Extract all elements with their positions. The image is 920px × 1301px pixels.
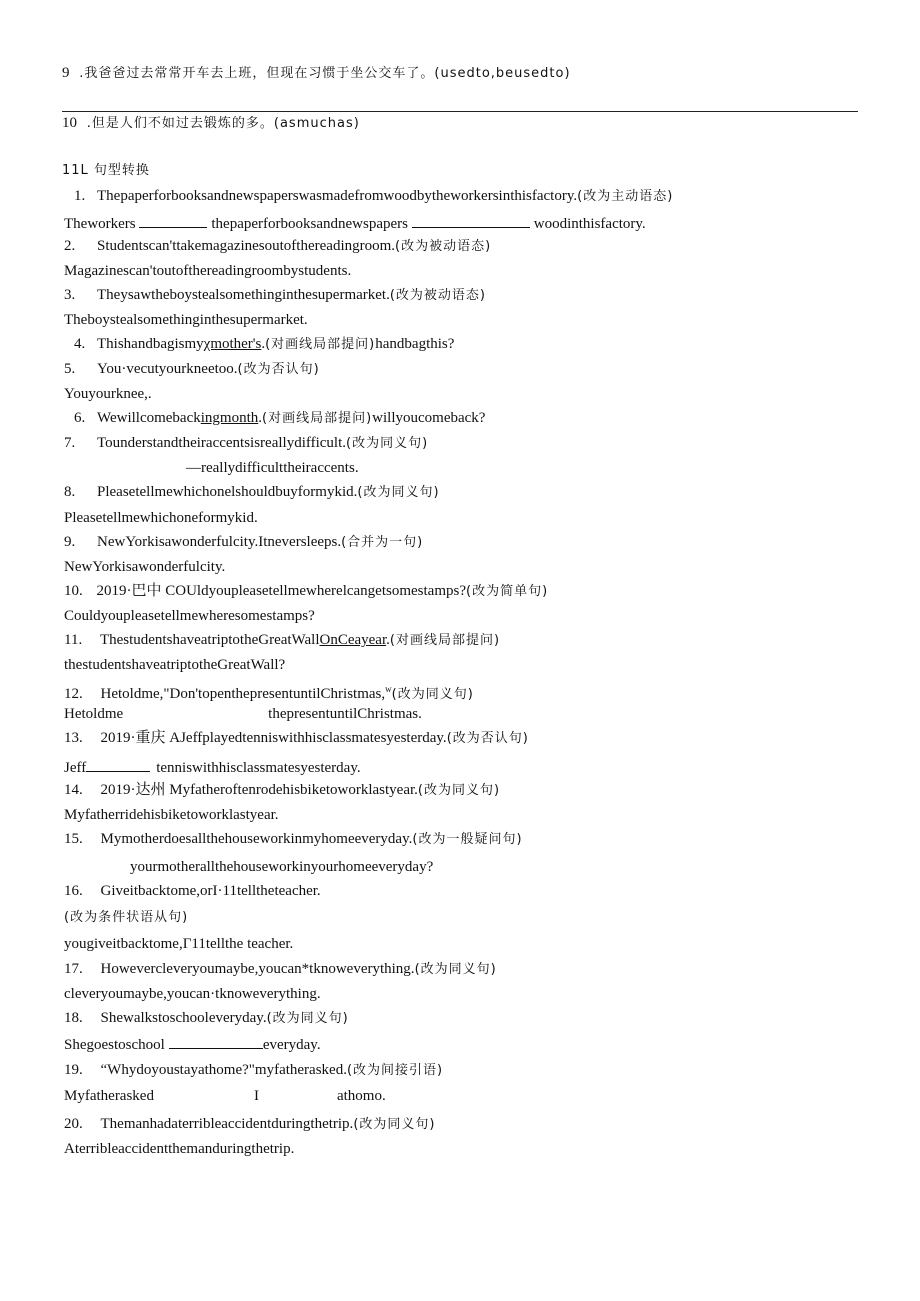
item-14-question bbox=[64, 780, 500, 801]
item-instruction: (改为一般疑问句) bbox=[412, 832, 523, 847]
section-title: 11L 句型转换 bbox=[62, 163, 150, 178]
answer-blank[interactable] bbox=[169, 1033, 263, 1049]
item-15-answer: yourmotherallthehouseworkinyourhomeeveryday? bbox=[130, 859, 434, 875]
item-instruction: (改为间接引语) bbox=[346, 1063, 444, 1078]
item-number: 20. bbox=[64, 1116, 83, 1132]
item-number: 8. bbox=[64, 484, 76, 500]
item-number: 5. bbox=[64, 361, 76, 377]
item-sentence: ThestudentshaveatriptotheGreatWall bbox=[99, 632, 320, 648]
item-8-answer: Pleasetellmewhichoneformykid. bbox=[64, 510, 258, 526]
item-sentence: Studentscan'ttakemagazinesoutofthereadingroom. bbox=[97, 238, 396, 254]
answer-part: tenniswithhisclassmatesyesterday. bbox=[156, 760, 361, 776]
item-instruction: (改为同义句) bbox=[266, 1011, 349, 1026]
item-2-question bbox=[64, 236, 491, 257]
item-number: 10. bbox=[64, 583, 83, 599]
item-instruction: (合并为一句) bbox=[341, 535, 424, 550]
item-sentence: Tounderstandtheiraccentsisreallydifficult. bbox=[97, 435, 347, 451]
item-8-question bbox=[64, 482, 440, 503]
question-number: 9 bbox=[62, 65, 70, 81]
item-sentence: Mymotherdoesallthehouseworkinmyhomeeveryday. bbox=[100, 831, 413, 847]
item-16-answer: yougiveitbacktome,Γ11tellthe teacher. bbox=[64, 936, 294, 952]
punctuation: . bbox=[258, 410, 263, 426]
question-number: 10 bbox=[62, 115, 77, 131]
item-instruction: (对画线局部提问) bbox=[265, 337, 376, 352]
item-number: 17. bbox=[64, 961, 83, 977]
answer-part: Hetoldme bbox=[64, 706, 124, 722]
item-sentence: Shewalkstoschooleveryday. bbox=[100, 1010, 267, 1026]
item-sentence: Thepaperforbooksandnewspaperswasmadefromwoodbytheworkersinthisfactory. bbox=[97, 188, 578, 204]
item-15-question bbox=[64, 829, 523, 850]
item-sentence: Thishandbagismy bbox=[97, 336, 204, 352]
item-17-question bbox=[64, 959, 497, 980]
item-9-answer: NewYorkisawonderfulcity. bbox=[64, 559, 226, 575]
item-4-question bbox=[74, 334, 454, 355]
item-number: 2. bbox=[64, 238, 76, 254]
item-14-answer: Myfatherridehisbiketoworklastyear. bbox=[64, 807, 279, 823]
item-number: 16. bbox=[64, 883, 83, 899]
item-7-answer: —reallydifficulttheiraccents. bbox=[186, 460, 359, 476]
item-instruction: (改为同义句) bbox=[346, 436, 429, 451]
item-number: 6. bbox=[74, 410, 86, 426]
item-1-answer bbox=[64, 212, 646, 234]
item-7-question bbox=[64, 433, 428, 454]
item-number: 19. bbox=[64, 1062, 83, 1078]
item-16-question bbox=[64, 881, 321, 901]
item-3-answer: Theboystealsomethinginthesupermarket. bbox=[64, 312, 308, 328]
question-10-cn bbox=[62, 113, 360, 134]
item-sentence: You·vecutyourkneetoo. bbox=[97, 361, 238, 377]
item-number: 11. bbox=[64, 632, 83, 648]
item-number: 15. bbox=[64, 831, 83, 847]
item-11-answer: thestudentshaveatriptotheGreatWall? bbox=[64, 657, 286, 673]
item-17-answer: cleveryoumaybe,youcan·tknoweverything. bbox=[64, 986, 321, 1002]
item-1-question bbox=[74, 186, 673, 207]
item-20-answer: Aterribleaccidentthemanduringthetrip. bbox=[64, 1141, 295, 1157]
item-sentence: Hetoldme,"Don'topenthepresentuntilChristmas, bbox=[100, 686, 386, 702]
item-sentence: Wewillcomeback bbox=[97, 410, 201, 426]
question-text: .但是人们不如过去锻炼的多。(asmuchas) bbox=[86, 116, 360, 131]
item-12-answer bbox=[64, 704, 422, 724]
answer-blank[interactable] bbox=[86, 756, 150, 772]
underlined-part: ingmonth bbox=[200, 410, 259, 426]
superscript-mark: w bbox=[385, 684, 392, 694]
item-sentence: “Whydoyoustayathome?"myfatherasked. bbox=[100, 1062, 347, 1078]
item-sentence: Themanhadaterribleaccidentduringthetrip. bbox=[100, 1116, 354, 1132]
item-16-instruction: (改为条件状语从句) bbox=[64, 910, 189, 925]
item-instruction: (改为否认句) bbox=[237, 362, 320, 377]
answer-part: Shegoestoschool bbox=[64, 1037, 165, 1053]
item-sentence: Pleasetellmewhichonelshouldbuyformykid. bbox=[97, 484, 358, 500]
answer-part: thepresentuntilChristmas. bbox=[268, 706, 422, 722]
item-18-answer bbox=[64, 1033, 321, 1055]
underlined-part: OnCeayear bbox=[319, 632, 387, 648]
item-instruction: (改为同义句) bbox=[417, 783, 501, 798]
item-18-question bbox=[64, 1008, 349, 1029]
item-5-answer: Youyourknee,. bbox=[64, 386, 152, 402]
item-3-question bbox=[64, 285, 486, 306]
answer-blank[interactable] bbox=[412, 212, 530, 228]
answer-part: I bbox=[253, 1088, 259, 1104]
answer-part: Theworkers bbox=[64, 216, 140, 232]
item-instruction: (改为被动语态) bbox=[389, 288, 486, 303]
item-instruction: (改为否认句) bbox=[446, 731, 529, 746]
item-number: 13. bbox=[64, 730, 83, 746]
item-number: 1. bbox=[74, 188, 86, 204]
item-sentence: Giveitbacktome,orI·11telltheteacher. bbox=[100, 883, 321, 899]
item-11-question bbox=[64, 630, 500, 651]
item-sentence: Theysawtheboystealsomethinginthesupermarket. bbox=[97, 287, 390, 303]
item-tail: willyoucomeback? bbox=[372, 410, 486, 426]
item-13-question bbox=[64, 728, 529, 749]
punctuation: . bbox=[386, 632, 390, 648]
item-13-answer bbox=[64, 756, 361, 778]
item-5-question bbox=[64, 359, 320, 380]
item-instruction: (改为简单句) bbox=[466, 584, 549, 599]
item-instruction: (对画线局部提问) bbox=[389, 633, 501, 648]
item-number: 3. bbox=[64, 287, 76, 303]
answer-part: everyday. bbox=[262, 1037, 321, 1053]
item-10-question bbox=[64, 581, 548, 602]
question-text: .我爸爸过去常常开车去上班，但现在习惯于坐公交车了。(usedto,beusedto) bbox=[79, 66, 571, 81]
item-number: 9. bbox=[64, 534, 76, 550]
answer-part: woodinthisfactory. bbox=[533, 216, 646, 232]
underlined-part: χmother's bbox=[203, 336, 262, 352]
answer-part: athomo. bbox=[336, 1088, 386, 1104]
question-9-cn bbox=[62, 63, 571, 84]
item-9-question bbox=[64, 532, 423, 553]
item-number: 7. bbox=[64, 435, 76, 451]
answer-blank[interactable] bbox=[139, 212, 207, 228]
item-6-question bbox=[74, 408, 485, 429]
answer-part: Myfatherasked bbox=[64, 1088, 154, 1104]
item-19-question bbox=[64, 1060, 443, 1081]
item-19-answer bbox=[64, 1086, 386, 1106]
item-instruction: (改为同义句) bbox=[357, 485, 440, 500]
item-sentence: 2019·达州 Myfatheroftenrodehisbiketoworklastyear. bbox=[100, 782, 418, 798]
answer-part: thepaperforbooksandnewspapers bbox=[211, 216, 412, 232]
item-instruction: (改为主动语态) bbox=[577, 189, 674, 204]
item-number: 4. bbox=[74, 336, 86, 352]
item-instruction: (对画线局部提问) bbox=[262, 411, 373, 426]
answer-part: Jeff bbox=[64, 760, 87, 776]
item-12-question bbox=[64, 679, 474, 705]
item-tail: handbagthis? bbox=[375, 336, 455, 352]
item-sentence: 2019·巴中 COUldyoupleasetellmewherelcangetsomestamps? bbox=[96, 583, 466, 599]
item-instruction: (改为同义句) bbox=[353, 1117, 436, 1132]
punctuation: . bbox=[261, 336, 266, 352]
item-sentence: 2019·重庆 AJeffplayedtenniswithhisclassmatesyesterday. bbox=[100, 730, 447, 746]
item-number: 12. bbox=[64, 686, 83, 702]
item-sentence: NewYorkisawonderfulcity.Itneversleeps. bbox=[97, 534, 342, 550]
item-20-question bbox=[64, 1114, 435, 1135]
item-number: 18. bbox=[64, 1010, 83, 1026]
item-2-answer: Magazinescan'toutofthereadingroombystudents. bbox=[64, 263, 352, 279]
divider-line bbox=[62, 111, 858, 112]
item-instruction: (改为同义句) bbox=[414, 962, 497, 977]
item-sentence: Howevercleveryoumaybe,youcan*tknoweverything. bbox=[100, 961, 415, 977]
item-instruction: (改为同义句) bbox=[391, 687, 474, 702]
item-10-answer: Couldyoupleasetellmewheresomestamps? bbox=[64, 608, 315, 624]
item-number: 14. bbox=[64, 782, 83, 798]
item-instruction: (改为被动语态) bbox=[395, 239, 492, 254]
